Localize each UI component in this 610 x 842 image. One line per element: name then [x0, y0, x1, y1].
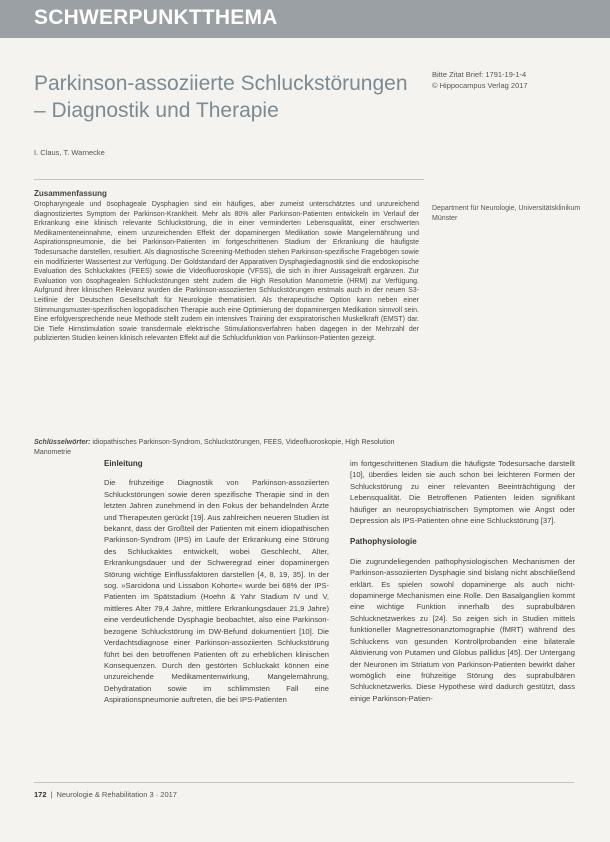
separator: |: [50, 790, 53, 799]
journal-name: Neurologie & Rehabilitation 3 · 2017: [56, 790, 177, 799]
body-column-right: [350, 458, 575, 704]
section-heading: Pathophysiologie: [350, 537, 417, 547]
keywords: [34, 438, 419, 457]
divider: [34, 179, 424, 180]
article-title: Parkinson-assoziierte Schluckstörungen – Diagnostik und Therapie: [34, 72, 408, 122]
body-column-left: [104, 458, 329, 706]
keywords-label: Schlüsselwörter:: [34, 439, 91, 446]
publication-meta: [432, 69, 592, 91]
meta-line: Bitte Zitat Brief: 1791-19-1-4: [432, 70, 527, 79]
keywords-list: idiopathisches Parkinson-Syndrom, Schluckstörungen, FEES, Videofluoroskopie, High Resolution Manometrie: [34, 439, 395, 456]
footer-divider: [34, 782, 574, 783]
abstract-text: Oropharyngeale und ösophageale Dysphagien sind ein häufiges, aber zumeist unterschätztes und unzureichend diagnostiziertes Symptom der Parkinson-Krankheit. Mehr als 80% aller Parkinson-Patienten entwickeln im Verlauf der Erkrankung eine klinisch relevante Schluckstörung, die in einer verminderten Lebensqualität, einer erschwerten Medikamenteneinnahme, einem unzureichenden Effekt der dopaminergen Medikation sowie Mangelernährung und Aspirationspneumonie, die bei Parkinson-Patienten im fortgeschrittenen Stadium der Erkrankung die häufigste Todesursache darstellen, resultiert. Als diagnostische Screening-Methoden stehen Parkinson-spezifische Fragebögen sowie ein modifizierter Wassertest zur Verfügung. Der Goldstandard der Apparativen Dysphagiediagnostik sind die endoskopische Evaluation des Schluckaktes (FEES) sowie die Videofluoroskopie (VFSS), die sich in ihrer Aussagekraft ergänzen. Zur Evaluation von ösophagealen Schluckstörungen steht zudem die High Resolution Manometrie (HRM) zur Verfügung. Aufgrund ihrer klinischen Relevanz wurden die Parkinson-assoziierten Schluckstörungen erstmals auch in der neuen S3-Leitlinie der Deutschen Gesellschaft für Neurologie thematisiert. Als therapeutische Option kann neben einer Stimmungsmuster-spezifischen logopädischen Therapie auch eine Optimierung der dopaminergen Medikation sinnvoll sein. Eine erfolgversprechende neue Methode stellt zudem ein intensives Training der exspiratorischen Muskelkraft (EMST) dar. Die Tiefe Hirnstimulation sowie transdermale elektrische Stimulationsverfahren haben dagegen in der Mehrzahl der publizierten Studien keinen klinisch relevanten Effekt auf die Schluckfunktion von Parkinson-Patienten gezeigt.: [34, 201, 419, 343]
author-list: I. Claus, T. Warnecke: [34, 148, 105, 157]
section-band: [0, 0, 610, 38]
page-number: 172: [34, 790, 47, 799]
section-label: SCHWERPUNKTTHEMA: [34, 6, 278, 29]
body-paragraph: Die frühzeitige Diagnostik von Parkinson-assoziierten Schluckstörungen sowie deren spezifische Therapie sind in den letzten Jahren zunehmend in den Fokus der behandelnden Ärzte und Therapeuten gerückt [19]. Aus zahlreichen neueren Studien ist bekannt, dass der Großteil der Patienten mit einem idiopathischen Parkinson-Syndrom (IPS) im Laufe der Erkrankung eine Störung des Schluckaktes entwickelt, wobei Geschlecht, Alter, Erkrankungsdauer und der Schweregrad einer dopaminergen Störung wichtige Einflussfaktoren darstellen [4, 8, 19, 35]. In der sog. »Sarcidona und Lissabon Kohorte« wurde bei 68% der IPS-Patienten im Spätstadium (Hoehn & Yahr Stadium IV und V, mittleres Alter 79,4 Jahre, mittlere Erkrankungsdauer 21,9 Jahre) eine verdeutlichende Dysphagie beobachtet, also eine Parkinson-bezogene Schluckstörung im DW-Befund dokumentiert [10]. Die Verdachtsdiagnose einer Parkinson-assoziierten Schluckstörung führt bei den betroffenen Patienten oft zu erheblichen klinischen Konsequenzen. Durch den gestörten Schluckakt können eine unzureichende Medikamentenwirkung, Mangelernährung, Dehydratation sowie im schlimmsten Fall eine Aspirationspneumonie auftreten, die bei IPS-Patienten: [104, 478, 329, 705]
abstract-heading: Zusammenfassung: [34, 189, 107, 198]
meta-line: © Hippocampus Verlag 2017: [432, 81, 528, 90]
affiliation: Department für Neurologie, Universitätsklinikum Münster: [432, 205, 581, 222]
page-footer: [34, 790, 574, 799]
body-paragraph: Die zugrundeliegenden pathophysiologischen Mechanismen der Parkinson-assoziierten Dysphagie sind bislang nicht abschließend erklärt. Es spielen sowohl dopaminerge als auch nicht-dopaminerge Mechanismen eine Rolle. Den Basalganglien kommt eine wichtige Funktion innerhalb des suprabulbären Schlucknetzwerkes zu [24]. So zeigen sich in Studien mittels funktioneller Magnetresonanztomographie (fMRT) während des Schluckens von gesunden Kontrollprobanden eine bilaterale Aktivierung von Putamen und Globus pallidus [45]. Der Untergang der Neuronen im Striatum von Parkinson-Patienten bewirkt daher womöglich eine frühzeitige Störung des suprabulbären Schlucknetzwerks. Diese Hypothese wird dadurch gestützt, dass einige Parkinson-Patien-: [350, 556, 575, 703]
body-paragraph: im fortgeschrittenen Stadium die häufigste Todesursache darstellt [10], überdies leiden sie auch schon bei leichteren Formen der Schluckstörung zu einer relevanten Beeinträchtigung der Lebensqualität. Die Betroffenen Patienten leiden signifikant häufiger an neuropsychiatrischen Symptomen wie Angst oder Depression als IPS-Patienten ohne eine Schluckstörung [37].: [350, 459, 575, 526]
section-heading: Einleitung: [104, 459, 143, 468]
